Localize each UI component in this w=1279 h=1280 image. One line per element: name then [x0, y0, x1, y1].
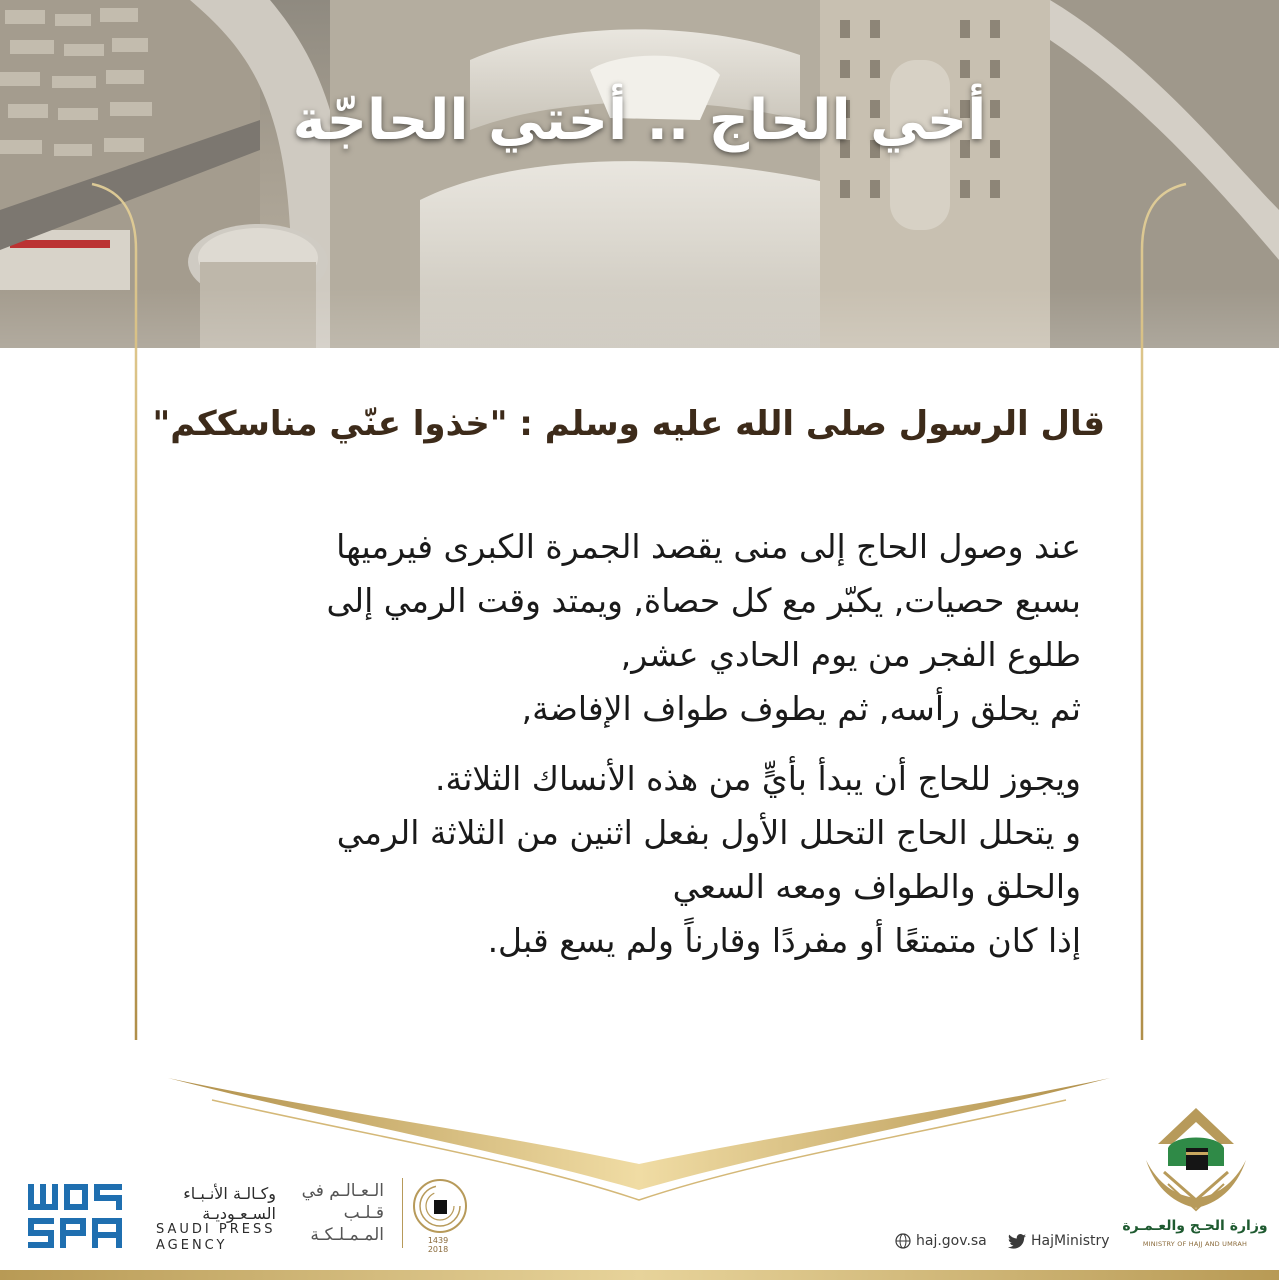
body-line: ثم يحلق رأسه, ثم يطوف طواف الإفاضة, [521, 689, 1081, 728]
twitter-icon [1008, 1234, 1026, 1249]
badge-year: 1439 2018 [427, 1236, 449, 1254]
slogan-text: الـعـالـم في قـلـب المـمـلـكـة [301, 1181, 384, 1245]
page-title: أخي الحاج .. أختي الحاجّة [292, 88, 987, 153]
body-text [81, 520, 1081, 968]
ministry-english-name: MINISTRY OF HAJJ AND UMRAH [1142, 1240, 1248, 1248]
body-line: و يتحلل الحاج التحلل الأول بفعل اثنين من الثلاثة الرمي [336, 813, 1081, 852]
twitter-link[interactable] [1008, 1230, 1110, 1252]
spa-english-name: SAUDI PRESS AGENCY [156, 1222, 276, 1253]
body-line: طلوع الفجر من يوم الحادي عشر, [620, 635, 1081, 674]
spa-logo [26, 1182, 126, 1250]
body-line: عند وصول الحاج إلى منى يقصد الجمرة الكبرى فيرميها [336, 527, 1081, 566]
footer-divider [402, 1178, 403, 1248]
bottom-ornament [168, 1078, 1110, 1190]
website-text: haj.gov.sa [916, 1233, 987, 1249]
twitter-handle: HajMinistry [1031, 1233, 1110, 1249]
body-line: ويجوز للحاج أن يبدأ بأيٍّ من هذه الأنساك الثلاثة. [435, 759, 1081, 798]
body-line: إذا كان متمتعًا أو مفردًا وقارناً ولم يسع قبل. [487, 921, 1081, 960]
spa-arabic-name: وكـالـة الأنـبـاء السـعـوديـة [183, 1184, 276, 1223]
website-link[interactable] [895, 1230, 987, 1252]
frame-right-line [1142, 184, 1186, 1040]
ministry-arabic-name: وزارة الحـج والعـمـرة [1122, 1218, 1268, 1234]
body-line: والحلق والطواف ومعه السعي [672, 867, 1081, 906]
globe-icon [895, 1233, 911, 1249]
kingdom-badge [410, 1176, 470, 1236]
body-line: بسبع حصيات, يكبّر مع كل حصاة, ويمتد وقت الرمي إلى [326, 581, 1081, 620]
spa-logo-block [26, 1180, 276, 1253]
hadith-quote: قال الرسول صلى الله عليه وسلم : "خذوا عنّي مناسككم" [152, 404, 1105, 444]
ministry-emblem [1116, 1100, 1276, 1260]
paragraph-gap [81, 736, 1081, 752]
bottom-gold-band [0, 1270, 1279, 1280]
